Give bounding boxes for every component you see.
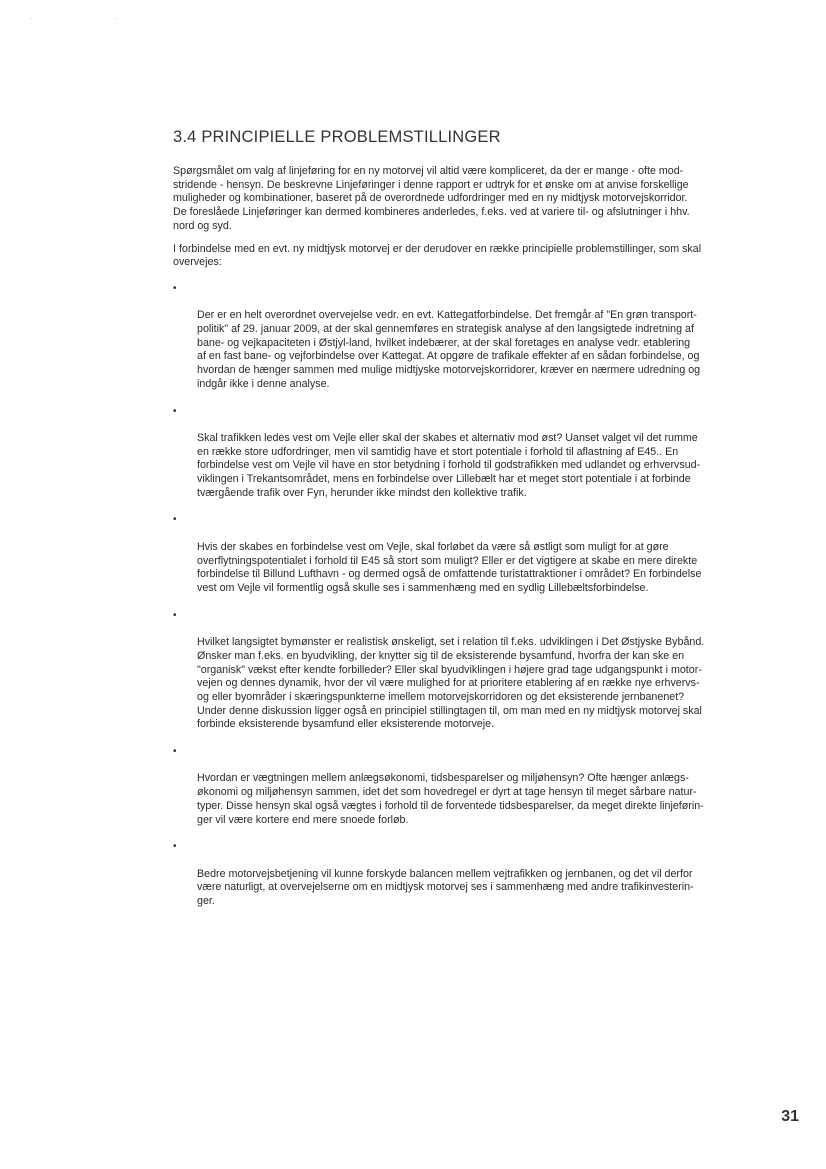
bullet-icon: • — [173, 609, 177, 621]
list-item — [173, 405, 771, 501]
list-item — [173, 513, 771, 595]
list-item — [173, 745, 771, 827]
list-item-text: Hvis der skabes en forbindelse vest om Vejle, skal forløbet da være så østligt som muligt for at gøre overflytningspotentialet i forhold til E45 så stort som muligt? Eller er det vigtigere at skabe en mere direkte forbindelse til Billund Lufthavn - og dermed også de omfattende turistattraktioner i området? En forbindelse vest om Vejle vil formentlig også skulle ses i sammenhæng med en sydlig Lillebæltsforbindelse. — [197, 540, 702, 594]
bullet-icon: • — [173, 282, 177, 294]
page-number: 31 — [781, 1108, 799, 1125]
list-item-text: Bedre motorvejsbetjening vil kunne forskyde balancen mellem vejtrafikken og jernbanen, og det vil derfor være naturligt, at overvejelserne om en midtjysk motorvej ses i sammenhæng med andre trafikinvesterin- ger. — [197, 867, 694, 908]
section-heading: 3.4 PRINCIPIELLE PROBLEMSTILLINGER — [173, 128, 501, 146]
scan-specks: · · — [30, 14, 158, 23]
list-item — [173, 840, 771, 909]
page-content — [173, 128, 771, 922]
list-item — [173, 609, 771, 732]
bullet-icon: • — [173, 841, 177, 853]
intro-paragraph: I forbindelse med en evt. ny midtjysk motorvej er der derudover en række principielle problemstillinger, som skal overvejes: — [173, 242, 702, 269]
list-item-text: Hvilket langsigtet bymønster er realistisk ønskeligt, set i relation til f.eks. udviklingen i Det Østjyske Bybånd. Ønsker man f.eks. en byudvikling, der knytter sig til de eksisterende bysamfund, hvorfra der kan ske en "organisk" vækst efter kendte forbilleder? Eller skal byudviklingen i højere grad tage udgangspunkt i motor- vejen og dennes dynamik, hvor der vil være mulighed for at prioritere etablering af en række nye erhvervs- og eller byområder i skæringspunkterne imellem motorvejskorridoren og det eksisterende jernbanenet? Under denne diskussion ligger også en principiel stillingtagen til, om man med en ny midtjysk motorvej skal forbinde eksisterende bysamfund eller eksisterende motorveje. — [197, 636, 705, 731]
list-item-text: Hvordan er vægtningen mellem anlægsøkonomi, tidsbesparelser og miljøhensyn? Ofte hænger anlægs- økonomi og miljøhensyn sammen, idet det som hovedregel er dyrt at tage hensyn til meget sårbare natur- typer. Disse hensyn skal også vægtes i forhold til de forventede tidsbesparelser, da meget direkte linjeførin- ger vil være kortere end mere snoede forløb. — [197, 772, 704, 826]
list-item-text: Skal trafikken ledes vest om Vejle eller skal der skabes et alternativ mod øst? Uanset valget vil det rumme en række store udfordringer, men vil samtidig have et stort potentiale i forhold til aflastning af E45.. En forbindelse vest om Vejle vil have en stor betydning i forhold til godstrafikken med udlandet og erhvervsud- viklingen i Trekantsområdet, mens en forbindelse over Lillebælt har et meget stort potentiale i at forbinde tværgående trafik over Fyn, herunder ikke mindst den kollektive trafik. — [197, 431, 701, 499]
bullet-icon: • — [173, 746, 177, 758]
list-item-text: Der er en helt overordnet overvejelse vedr. en evt. Kattegatforbindelse. Det fremgår af "En grøn transport- politik" af 29. januar 2009, at der skal gennemføres en strategisk analyse af den langsigtede indretning af bane- og vejkapaciteten i Østjyl-land, hvilket indebærer, at der skal foretages en analyse vedr. etablering af en fast bane- og vejforbindelse over Kattegat. At opgøre de trafikale effekter af en sådan forbindelse, og hvordan de hænger sammen med mulige midtjyske motorvejskorridorer, kræver en nærmere udredning og indgår ikke i denne analyse. — [197, 309, 701, 390]
bullet-icon: • — [173, 514, 177, 526]
intro-paragraph: Spørgsmålet om valg af linjeføring for en ny motorvej vil altid være kompliceret, da der er mange - ofte mod- stridende - hensyn. De beskrevne Linjeføringer i denne rapport er udtryk for et ønske om at anvise forskellige muligheder og kombinationer, baseret på de overordnede udfordringer med en ny midtjysk motorvejskorridor. De foreslåede Linjeføringer kan dermed kombineres anderledes, f.eks. ved at variere til- og afslutninger i hhv. nord og syd. — [173, 165, 690, 232]
problem-list — [173, 282, 771, 909]
list-item — [173, 282, 771, 392]
bullet-icon: • — [173, 405, 177, 417]
